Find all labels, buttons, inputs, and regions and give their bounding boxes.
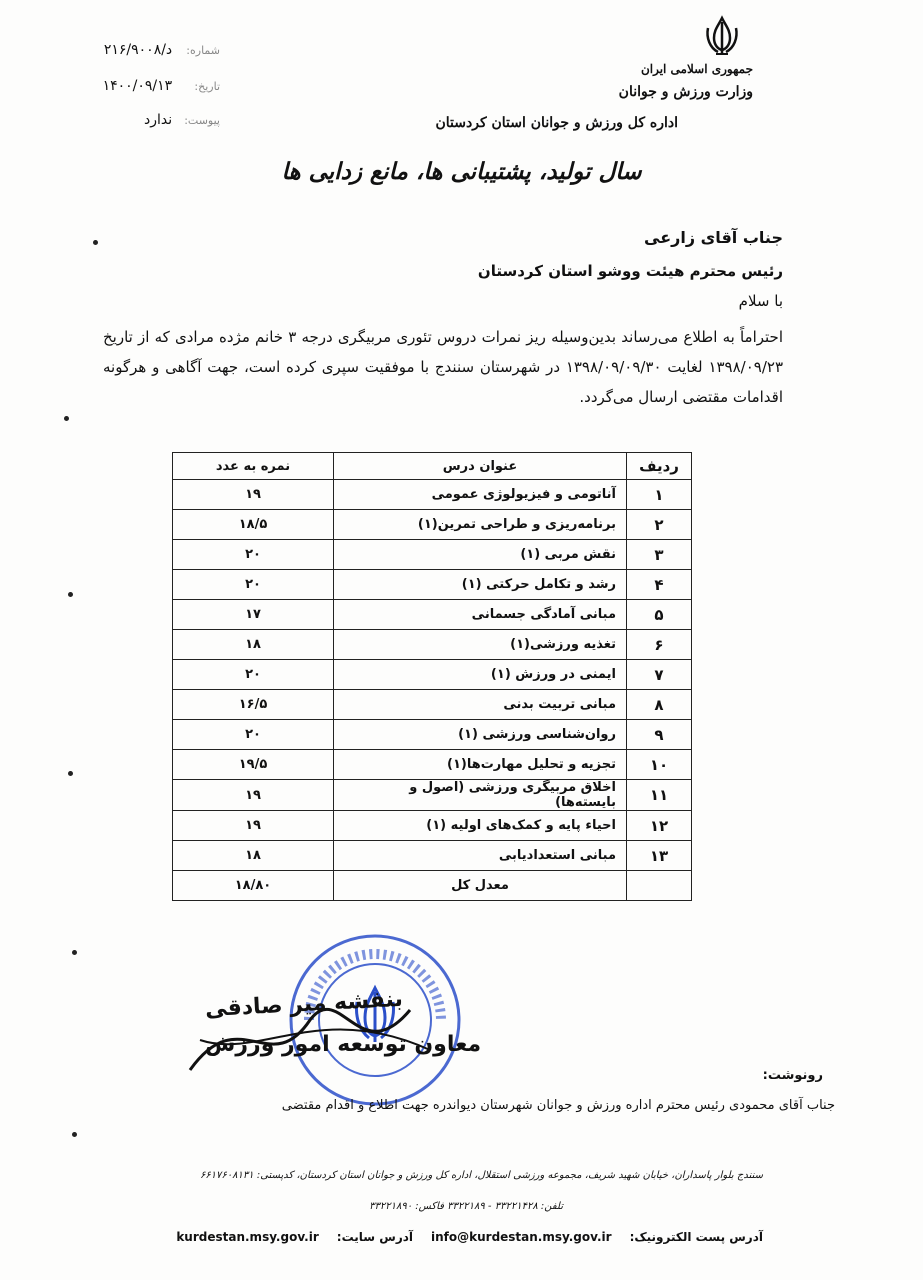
row-grade: ۱۶/۵: [173, 690, 334, 720]
header-country: جمهوری اسلامی ایران: [640, 62, 753, 76]
row-num: ۷: [627, 660, 692, 690]
header-grade: نمره به عدد: [173, 453, 334, 480]
row-grade: ۱۷: [173, 600, 334, 630]
footer-contact: [176, 1230, 763, 1244]
punch-hole: [64, 416, 69, 421]
row-grade: ۱۹: [173, 480, 334, 510]
table-row: [173, 630, 692, 660]
footer-email-label: آدرس پست الکترونیک:: [629, 1230, 763, 1244]
cc-line: جناب آقای محمودی رئیس محترم اداره ورزش و جوانان شهرستان دیواندره جهت اطلاع و اقدام مقتضی: [281, 1098, 835, 1113]
punch-hole: [68, 771, 73, 776]
iran-emblem-icon: [700, 14, 744, 58]
table-row: [173, 811, 692, 841]
total-empty-cell: [627, 871, 692, 901]
meta-number: [40, 42, 220, 58]
row-num: ۶: [627, 630, 692, 660]
table-row: [173, 660, 692, 690]
cc-title: رونوشت:: [762, 1068, 823, 1083]
table-row: [173, 750, 692, 780]
row-grade: ۱۸/۵: [173, 510, 334, 540]
row-title: مبانی تربیت بدنی: [334, 690, 627, 720]
signer-name: بنفشه میر صادقی: [204, 986, 404, 1023]
row-num: ۱۰: [627, 750, 692, 780]
header-title: عنوان درس: [334, 453, 627, 480]
total-label: معدل کل: [334, 871, 627, 901]
row-num: ۸: [627, 690, 692, 720]
row-title: مبانی استعدادیابی: [334, 841, 627, 871]
recipient-title: رئیس محترم هیئت ووشو استان کردستان: [477, 262, 783, 280]
meta-number-label: شماره:: [186, 44, 220, 57]
row-num: ۵: [627, 600, 692, 630]
row-grade: ۲۰: [173, 660, 334, 690]
row-title: نقش مربی (۱): [334, 540, 627, 570]
table-total-row: [173, 871, 692, 901]
punch-hole: [72, 1132, 77, 1137]
row-title: برنامه‌ریزی و طراحی تمرین(۱): [334, 510, 627, 540]
row-title: ایمنی در ورزش (۱): [334, 660, 627, 690]
header-ministry: وزارت ورزش و جوانان: [618, 84, 753, 100]
punch-hole: [93, 240, 98, 245]
meta-attachment: [40, 112, 220, 128]
row-num: ۱۲: [627, 811, 692, 841]
row-title: تغذیه ورزشی(۱): [334, 630, 627, 660]
table-row: [173, 841, 692, 871]
row-grade: ۱۸: [173, 630, 334, 660]
meta-number-value: د/۲۱۶/۹۰۰۸: [103, 42, 173, 58]
table-row: [173, 600, 692, 630]
row-title: اخلاق مربیگری ورزشی (اصول و بایسته‌ها): [334, 780, 627, 811]
row-title: مبانی آمادگی جسمانی: [334, 600, 627, 630]
total-value: ۱۸/۸۰: [173, 871, 334, 901]
table-row: [173, 780, 692, 811]
table-row: [173, 540, 692, 570]
row-grade: ۲۰: [173, 570, 334, 600]
row-num: ۹: [627, 720, 692, 750]
table-header-row: [173, 453, 692, 480]
meta-attachment-value: ندارد: [144, 112, 173, 128]
recipient-name: جناب آقای زارعی: [644, 228, 783, 247]
row-grade: ۱۹: [173, 780, 334, 811]
row-num: ۴: [627, 570, 692, 600]
footer-email-link[interactable]: info@kurdestan.msy.gov.ir: [431, 1230, 612, 1244]
row-title: احیاء پایه و کمک‌های اولیه (۱): [334, 811, 627, 841]
signer-title: معاون توسعه امور ورزش: [205, 1032, 482, 1057]
footer-site-link[interactable]: kurdestan.msy.gov.ir: [176, 1230, 319, 1244]
row-num: ۱۳: [627, 841, 692, 871]
row-title: تجزیه و تحلیل مهارت‌ها(۱): [334, 750, 627, 780]
meta-attachment-label: پیوست:: [184, 114, 220, 127]
row-title: آناتومی و فیزیولوژی عمومی: [334, 480, 627, 510]
header-department: اداره کل ورزش و جوانان استان کردستان: [435, 115, 678, 131]
header-num: ردیف: [627, 453, 692, 480]
row-num: ۲: [627, 510, 692, 540]
meta-date: [40, 78, 220, 94]
punch-hole: [72, 950, 77, 955]
greeting: با سلام: [738, 292, 783, 310]
meta-date-value: ۱۴۰۰/۰۹/۱۳: [102, 78, 173, 94]
row-num: ۳: [627, 540, 692, 570]
grades-body: [173, 480, 692, 871]
footer-site-label: آدرس سایت:: [336, 1230, 413, 1244]
footer-phone: تلفن: ۳۳۲۲۱۴۲۸ - ۳۳۲۲۱۸۹ فاکس: ۳۳۲۲۱۸۹۰: [369, 1201, 563, 1212]
letter-body: احتراماً به اطلاع می‌رساند بدین‌وسیله ریز نمرات دروس تئوری مربیگری درجه ۳ خانم مژده مرادی که از تاریخ ۱۳۹۸/۰۹/۲۳ لغایت ۱۳۹۸/۰۹/۰۹/۳۰ در شهرستان سنندج با موفقیت سپری کرده است، جهت آگاهی و هرگونه اقدامات مقتضی ارسال می‌گردد.: [103, 328, 783, 406]
table-row: [173, 690, 692, 720]
meta-date-label: تاریخ:: [194, 80, 220, 93]
row-grade: ۱۹/۵: [173, 750, 334, 780]
row-grade: ۱۹: [173, 811, 334, 841]
table-row: [173, 570, 692, 600]
table-row: [173, 480, 692, 510]
row-grade: ۲۰: [173, 540, 334, 570]
row-num: ۱: [627, 480, 692, 510]
row-title: روان‌شناسی ورزشی (۱): [334, 720, 627, 750]
punch-hole: [68, 592, 73, 597]
grades-table: [172, 452, 692, 901]
footer-address: سنندج بلوار پاسداران، خیابان شهید شریف، مجموعه ورزشی استقلال، اداره کل ورزش و جوانان استان کردستان، کدپستی: ۶۶۱۷۶۰۸۱۳۱: [199, 1170, 763, 1181]
row-grade: ۲۰: [173, 720, 334, 750]
row-num: ۱۱: [627, 780, 692, 811]
row-grade: ۱۸: [173, 841, 334, 871]
row-title: رشد و تکامل حرکتی (۱): [334, 570, 627, 600]
table-row: [173, 720, 692, 750]
table-row: [173, 510, 692, 540]
year-slogan: سال تولید، پشتیبانی ها، مانع زدایی ها: [281, 158, 642, 185]
